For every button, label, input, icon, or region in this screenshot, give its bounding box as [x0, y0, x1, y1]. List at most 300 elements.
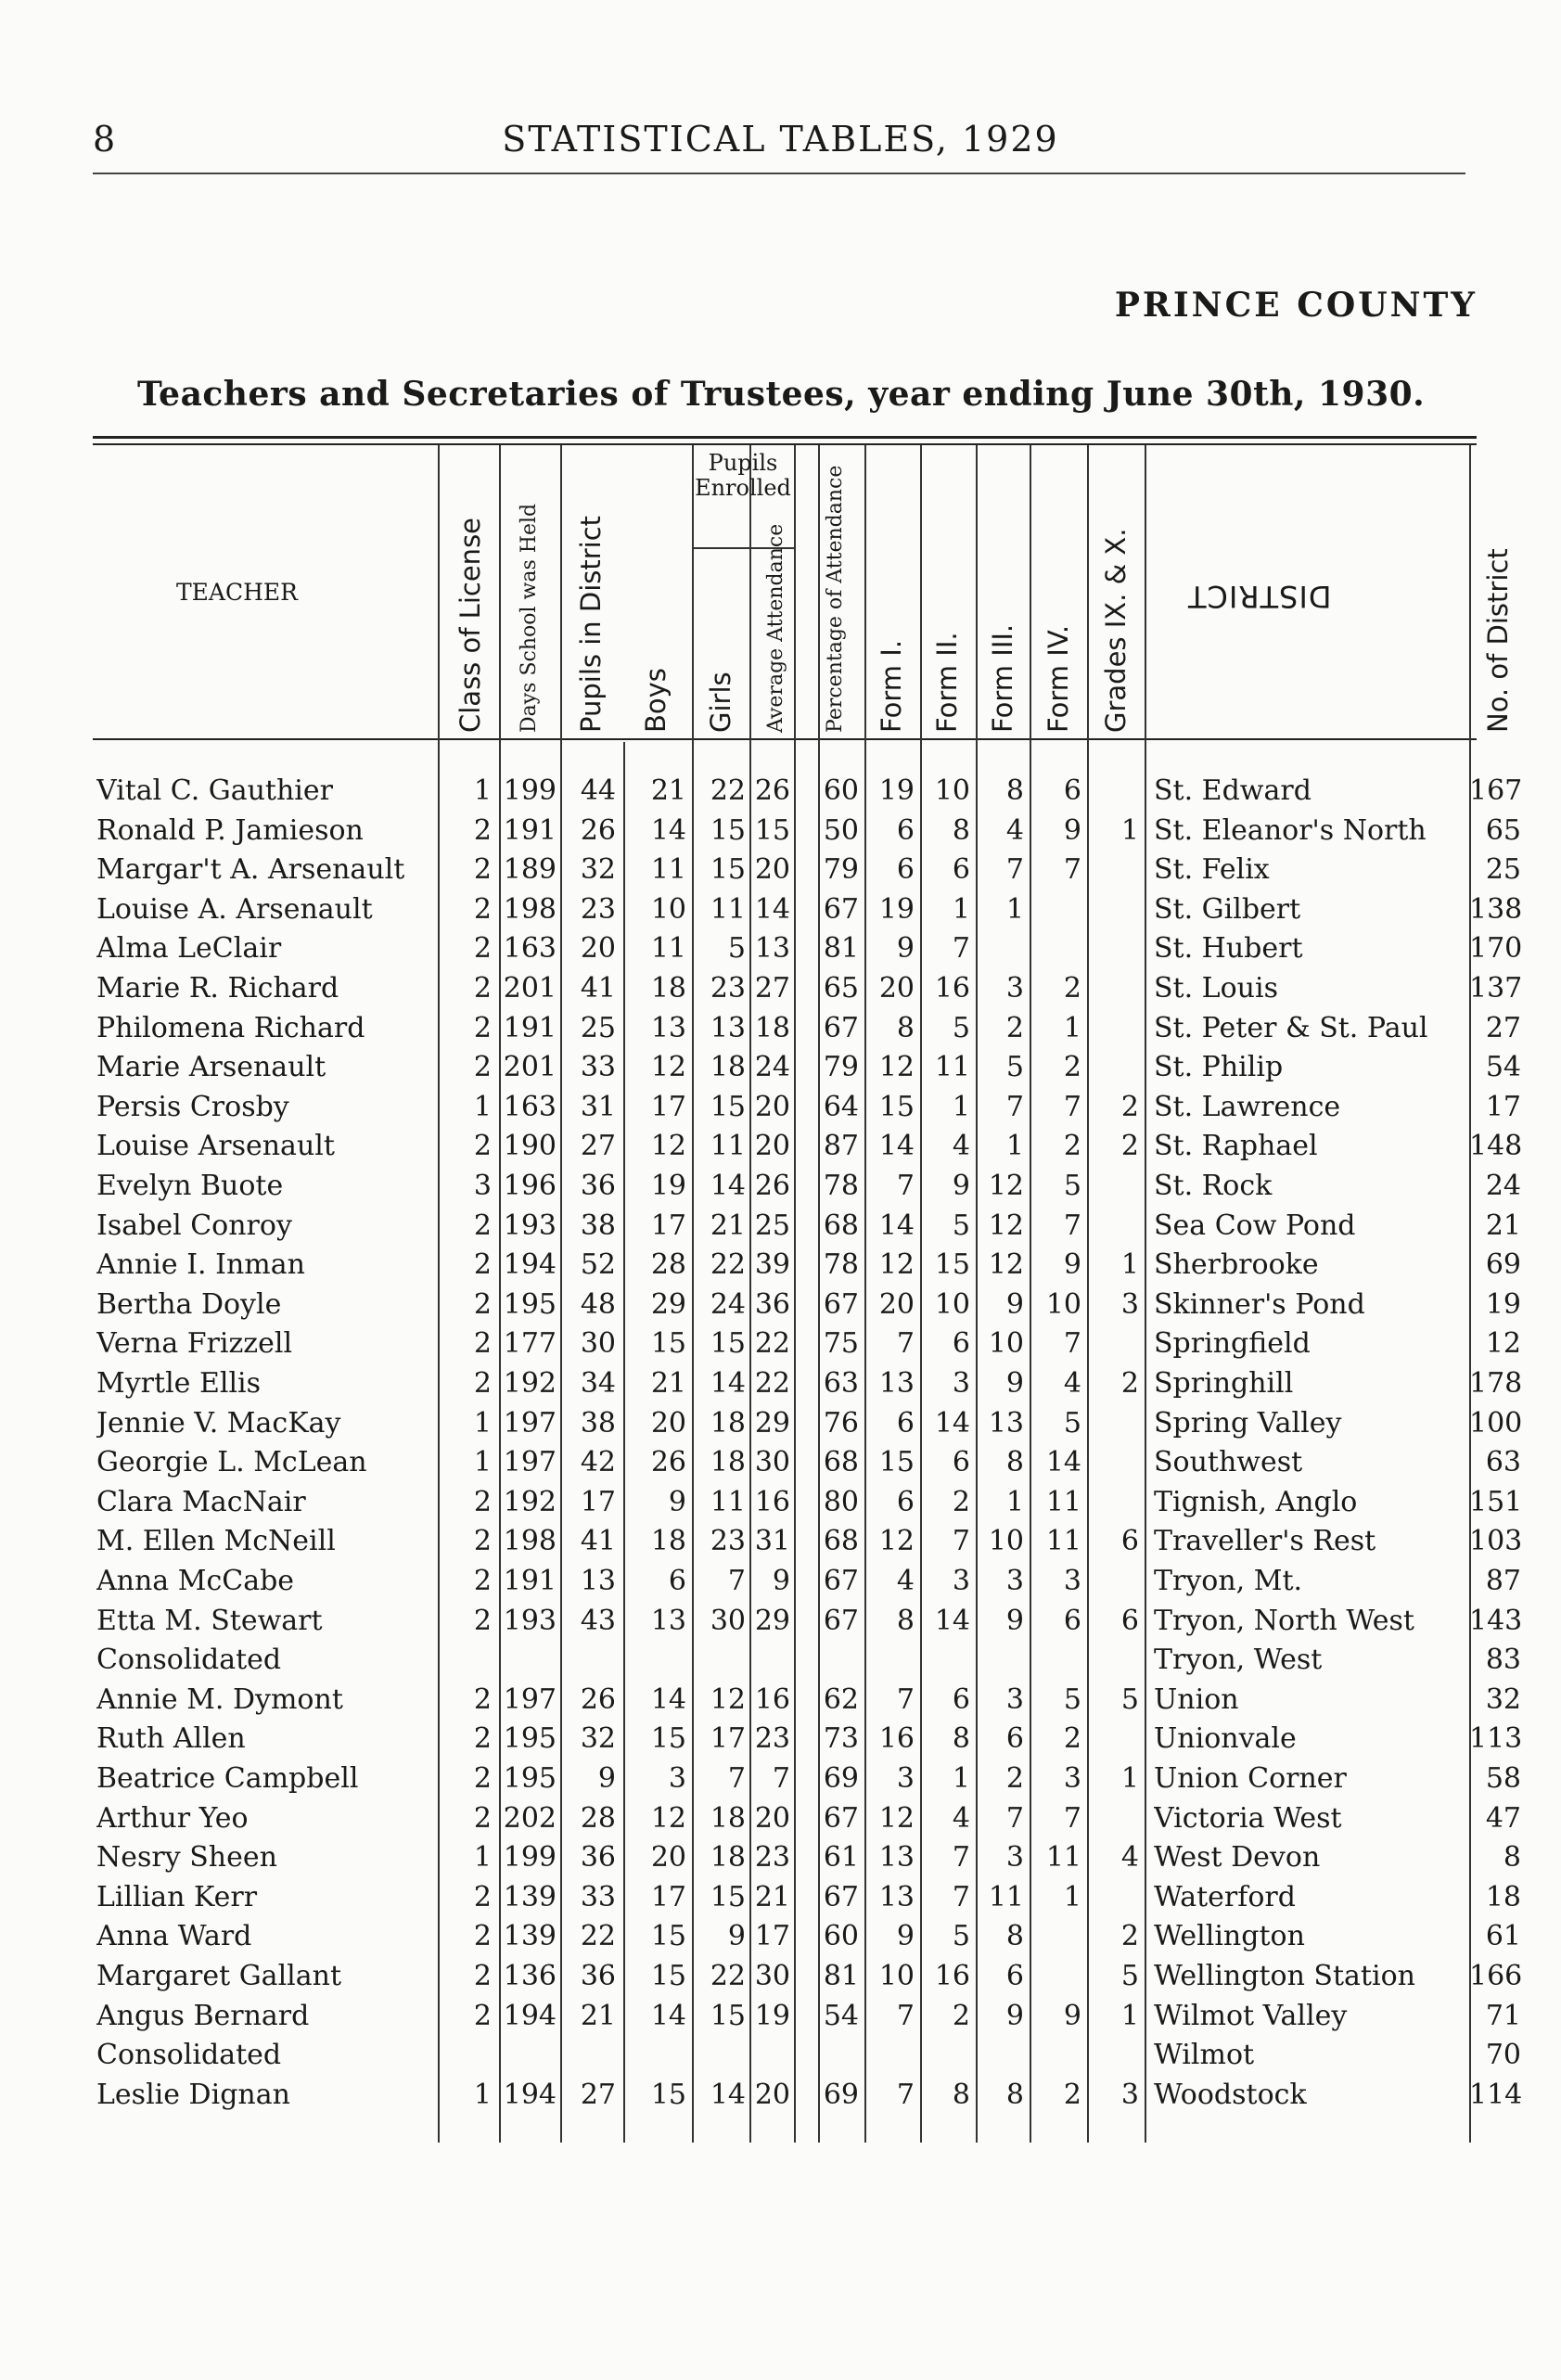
- teacher-name: Marie Arsenault: [96, 1051, 326, 1084]
- cell-girls: 23: [710, 972, 746, 1004]
- cell-girls: 22: [710, 774, 746, 807]
- cell-f3: 8: [1005, 1920, 1024, 1953]
- cell-girls: 5: [727, 932, 746, 966]
- cell-f1: 13: [878, 1367, 915, 1400]
- cell-f1: 10: [878, 1960, 915, 1992]
- cell-f3: 5: [1005, 1051, 1024, 1084]
- table-row: [0, 2076, 1561, 2115]
- table-row: [0, 772, 1561, 811]
- cell-girls: 23: [710, 1525, 746, 1558]
- teacher-name: Bertha Doyle: [96, 1287, 282, 1321]
- cell-f1: 14: [878, 1209, 915, 1242]
- cell-no: 54: [1485, 1051, 1521, 1084]
- district-name: Springhill: [1154, 1367, 1294, 1400]
- cell-boys: 21: [650, 774, 686, 807]
- cell-g: 6: [1120, 1525, 1139, 1558]
- cell-g: 1: [1120, 1762, 1139, 1795]
- cell-girls: 24: [710, 1287, 746, 1321]
- cell-cls: 2: [473, 1801, 492, 1835]
- table-row: [0, 1286, 1561, 1324]
- table-top-rule: [93, 436, 1477, 439]
- cell-f2: 14: [934, 1604, 970, 1637]
- class-of-license-header: Class of License: [454, 517, 486, 733]
- district-name: St. Peter & St. Paul: [1154, 1011, 1428, 1044]
- cell-f4: 9: [1063, 813, 1081, 847]
- cell-boys: 18: [650, 1525, 686, 1558]
- table-row: [0, 1562, 1561, 1601]
- cell-girls: 18: [710, 1841, 746, 1875]
- cell-avg: 19: [754, 1999, 790, 2032]
- cell-f2: 9: [952, 1170, 970, 1202]
- table-row: [0, 1878, 1561, 1917]
- district-name: Sherbrooke: [1154, 1248, 1319, 1282]
- cell-f3: 12: [988, 1170, 1024, 1202]
- district-name: Sea Cow Pond: [1154, 1209, 1356, 1242]
- cell-no: 24: [1485, 1170, 1521, 1202]
- table-row: [0, 969, 1561, 1008]
- cell-days: 199: [503, 1841, 557, 1875]
- table-row: [0, 812, 1561, 851]
- district-name: St. Philip: [1154, 1051, 1284, 1084]
- teacher-name: Vital C. Gauthier: [96, 774, 333, 807]
- cell-cls: 2: [473, 892, 492, 926]
- cell-girls: 15: [710, 813, 746, 847]
- cell-f2: 4: [952, 1801, 970, 1835]
- cell-no: 58: [1485, 1762, 1521, 1795]
- cell-girls: 21: [710, 1209, 746, 1242]
- cell-avg: 20: [754, 1801, 790, 1835]
- cell-pct: 79: [823, 853, 859, 887]
- teacher-name: Clara MacNair: [96, 1485, 306, 1518]
- cell-f4: 7: [1063, 1209, 1081, 1242]
- cell-boys: 15: [650, 1960, 686, 1992]
- grades-header: Grades IX. & X.: [1100, 528, 1132, 733]
- cell-f2: 10: [934, 774, 970, 807]
- cell-avg: 26: [754, 1170, 790, 1202]
- cell-f3: 13: [988, 1406, 1024, 1440]
- table-row: [0, 1957, 1561, 1996]
- average-attendance-header: Average Attendance: [764, 523, 787, 733]
- cell-pupils: 38: [580, 1406, 616, 1440]
- teacher-name: Evelyn Buote: [96, 1170, 284, 1202]
- cell-boys: 6: [668, 1565, 686, 1597]
- cell-f1: 4: [896, 1565, 915, 1597]
- cell-boys: 15: [650, 1722, 686, 1756]
- cell-g: 2: [1120, 1920, 1139, 1953]
- cell-boys: 14: [650, 813, 686, 847]
- cell-f4: 2: [1063, 1722, 1081, 1756]
- cell-girls: 9: [727, 1920, 746, 1953]
- cell-pct: 67: [823, 1801, 859, 1835]
- cell-f3: 3: [1005, 1841, 1024, 1875]
- cell-no: 25: [1485, 853, 1521, 887]
- cell-no: 71: [1485, 1999, 1521, 2032]
- cell-pupils: 25: [580, 1011, 616, 1044]
- teacher-name: Consolidated: [96, 2039, 282, 2072]
- table-row: [0, 1522, 1561, 1561]
- teacher-name: Nesry Sheen: [96, 1841, 277, 1875]
- cell-no: 83: [1485, 1644, 1521, 1677]
- cell-avg: 9: [772, 1565, 790, 1597]
- cell-pct: 68: [823, 1446, 859, 1479]
- district-name: West Devon: [1154, 1841, 1321, 1875]
- cell-f4: 9: [1063, 1248, 1081, 1282]
- cell-girls: 15: [710, 1880, 746, 1913]
- teacher-name: Louise A. Arsenault: [96, 892, 373, 926]
- cell-f3: 2: [1005, 1011, 1024, 1044]
- cell-f4: 4: [1063, 1367, 1081, 1400]
- cell-girls: 22: [710, 1248, 746, 1282]
- table-row: [0, 851, 1561, 889]
- cell-girls: 18: [710, 1801, 746, 1835]
- cell-g: 5: [1120, 1960, 1139, 1992]
- cell-girls: 15: [710, 1090, 746, 1123]
- teacher-header: TEACHER: [176, 579, 298, 606]
- cell-no: 137: [1469, 972, 1523, 1004]
- cell-pct: 68: [823, 1209, 859, 1242]
- cell-f3: 7: [1005, 853, 1024, 887]
- cell-no: 65: [1485, 813, 1521, 847]
- cell-pupils: 13: [580, 1565, 616, 1597]
- table-row: [0, 1917, 1561, 1956]
- cell-cls: 2: [473, 1367, 492, 1400]
- cell-pupils: 34: [580, 1367, 616, 1400]
- cell-f2: 2: [952, 1485, 970, 1518]
- cell-cls: 3: [473, 1170, 492, 1202]
- cell-days: 195: [503, 1762, 557, 1795]
- cell-f4: 6: [1063, 1604, 1081, 1637]
- form-2-header: Form II.: [931, 632, 963, 733]
- cell-days: 192: [503, 1367, 557, 1400]
- cell-boys: 3: [668, 1762, 686, 1795]
- teacher-name: Consolidated: [96, 1644, 282, 1677]
- cell-avg: 22: [754, 1367, 790, 1400]
- cell-boys: 13: [650, 1604, 686, 1637]
- cell-days: 191: [503, 813, 557, 847]
- cell-pct: 67: [823, 1565, 859, 1597]
- teacher-name: Myrtle Ellis: [96, 1367, 262, 1400]
- cell-boys: 13: [650, 1011, 686, 1044]
- cell-cls: 2: [473, 853, 492, 887]
- cell-days: 193: [503, 1604, 557, 1637]
- cell-girls: 12: [710, 1683, 746, 1716]
- cell-girls: 15: [710, 853, 746, 887]
- cell-f1: 7: [896, 1683, 915, 1716]
- cell-avg: 18: [754, 1011, 790, 1044]
- cell-f2: 10: [934, 1287, 970, 1321]
- district-header: DISTRICT: [1187, 579, 1332, 614]
- cell-f2: 8: [952, 1722, 970, 1756]
- cell-days: 197: [503, 1446, 557, 1479]
- cell-days: 163: [503, 1090, 557, 1123]
- cell-girls: 15: [710, 1999, 746, 2032]
- teacher-name: Persis Crosby: [96, 1090, 289, 1123]
- cell-pupils: 27: [580, 2078, 616, 2111]
- cell-no: 61: [1485, 1920, 1521, 1953]
- district-name: Wilmot: [1154, 2039, 1255, 2072]
- cell-pupils: 33: [580, 1880, 616, 1913]
- district-name: Tryon, West: [1154, 1644, 1323, 1677]
- teacher-name: Lillian Kerr: [96, 1880, 258, 1913]
- cell-days: 139: [503, 1880, 557, 1913]
- cell-days: 191: [503, 1565, 557, 1597]
- running-title: STATISTICAL TABLES, 1929: [502, 119, 1059, 160]
- cell-pct: 67: [823, 892, 859, 926]
- district-name: Victoria West: [1154, 1801, 1342, 1835]
- cell-pupils: 32: [580, 1722, 616, 1756]
- cell-cls: 2: [473, 1880, 492, 1913]
- cell-days: 198: [503, 892, 557, 926]
- cell-days: 193: [503, 1209, 557, 1242]
- cell-boys: 14: [650, 1999, 686, 2032]
- cell-pct: 67: [823, 1287, 859, 1321]
- cell-no: 100: [1469, 1406, 1523, 1440]
- cell-days: 139: [503, 1920, 557, 1953]
- table-row: [0, 1009, 1561, 1048]
- district-name: Wilmot Valley: [1154, 1999, 1348, 2032]
- cell-f4: 3: [1063, 1762, 1081, 1795]
- cell-f1: 16: [878, 1722, 915, 1756]
- cell-boys: 11: [650, 932, 686, 966]
- cell-f4: 7: [1063, 1327, 1081, 1361]
- cell-days: 201: [503, 1051, 557, 1084]
- district-name: Tryon, North West: [1154, 1604, 1414, 1637]
- cell-no: 103: [1469, 1525, 1523, 1558]
- cell-avg: 20: [754, 1130, 790, 1163]
- cell-f1: 12: [878, 1801, 915, 1835]
- cell-g: 1: [1120, 1248, 1139, 1282]
- form-1-header: Form I.: [876, 639, 907, 733]
- cell-no: 138: [1469, 892, 1523, 926]
- cell-no: 178: [1469, 1367, 1523, 1400]
- cell-avg: 27: [754, 972, 790, 1004]
- cell-f1: 6: [896, 1485, 915, 1518]
- cell-f4: 7: [1063, 1801, 1081, 1835]
- cell-f4: 2: [1063, 972, 1081, 1004]
- cell-f3: 1: [1005, 1485, 1024, 1518]
- cell-avg: 20: [754, 1090, 790, 1123]
- cell-f4: 11: [1045, 1841, 1081, 1875]
- district-name: Union: [1154, 1683, 1239, 1716]
- cell-f1: 6: [896, 1406, 915, 1440]
- cell-no: 114: [1469, 2078, 1523, 2111]
- cell-pupils: 30: [580, 1327, 616, 1361]
- cell-girls: 11: [710, 1130, 746, 1163]
- district-name: Unionvale: [1154, 1722, 1297, 1756]
- cell-days: 195: [503, 1722, 557, 1756]
- cell-f4: 11: [1045, 1485, 1081, 1518]
- cell-no: 18: [1485, 1880, 1521, 1913]
- teacher-name: Arthur Yeo: [96, 1801, 249, 1835]
- cell-f1: 13: [878, 1880, 915, 1913]
- cell-f3: 8: [1005, 1446, 1024, 1479]
- cell-f2: 4: [952, 1130, 970, 1163]
- table-row: [0, 1641, 1561, 1680]
- cell-pct: 69: [823, 2078, 859, 2111]
- cell-avg: 26: [754, 774, 790, 807]
- cell-pct: 78: [823, 1170, 859, 1202]
- cell-f2: 6: [952, 1327, 970, 1361]
- cell-pupils: 36: [580, 1841, 616, 1875]
- cell-pupils: 26: [580, 1683, 616, 1716]
- cell-days: 189: [503, 853, 557, 887]
- cell-avg: 22: [754, 1327, 790, 1361]
- cell-pct: 68: [823, 1525, 859, 1558]
- cell-pupils: 21: [580, 1999, 616, 2032]
- cell-f4: 7: [1063, 1090, 1081, 1123]
- teacher-name: Margaret Gallant: [96, 1960, 342, 1992]
- cell-f4: 1: [1063, 1011, 1081, 1044]
- cell-no: 32: [1485, 1683, 1521, 1716]
- cell-cls: 2: [473, 1565, 492, 1597]
- cell-f2: 16: [934, 972, 970, 1004]
- cell-boys: 18: [650, 972, 686, 1004]
- cell-f1: 6: [896, 813, 915, 847]
- cell-g: 4: [1120, 1841, 1139, 1875]
- table-row: [0, 1838, 1561, 1877]
- cell-avg: 30: [754, 1960, 790, 1992]
- cell-cls: 1: [473, 774, 492, 807]
- cell-boys: 20: [650, 1406, 686, 1440]
- cell-g: 1: [1120, 1999, 1139, 2032]
- cell-avg: 20: [754, 2078, 790, 2111]
- district-name: Union Corner: [1154, 1762, 1347, 1795]
- cell-no: 170: [1469, 932, 1523, 966]
- district-name: St. Eleanor's North: [1154, 813, 1427, 847]
- cell-pupils: 43: [580, 1604, 616, 1637]
- cell-pct: 60: [823, 774, 859, 807]
- cell-pct: 73: [823, 1722, 859, 1756]
- cell-f3: 1: [1005, 1130, 1024, 1163]
- cell-pupils: 44: [580, 774, 616, 807]
- teacher-name: Philomena Richard: [96, 1011, 365, 1044]
- cell-days: 196: [503, 1170, 557, 1202]
- cell-days: 194: [503, 2078, 557, 2111]
- cell-girls: 11: [710, 892, 746, 926]
- cell-f1: 7: [896, 2078, 915, 2111]
- cell-no: 17: [1485, 1090, 1521, 1123]
- cell-pupils: 41: [580, 1525, 616, 1558]
- cell-f1: 12: [878, 1051, 915, 1084]
- cell-cls: 2: [473, 1130, 492, 1163]
- cell-f3: 6: [1005, 1960, 1024, 1992]
- cell-f2: 6: [952, 1446, 970, 1479]
- cell-f3: 3: [1005, 972, 1024, 1004]
- percentage-attendance-header: Percentage of Attendance: [824, 465, 847, 733]
- cell-f2: 1: [952, 1762, 970, 1795]
- cell-f2: 3: [952, 1367, 970, 1400]
- pupils-enrolled-header: Pupils Enrolled: [695, 450, 791, 501]
- boys-header: Boys: [640, 668, 672, 733]
- cell-no: 113: [1469, 1722, 1523, 1756]
- table-row: [0, 1207, 1561, 1246]
- cell-days: 192: [503, 1485, 557, 1518]
- cell-pct: 61: [823, 1841, 859, 1875]
- cell-boys: 21: [650, 1367, 686, 1400]
- cell-boys: 17: [650, 1209, 686, 1242]
- teacher-name: Annie I. Inman: [96, 1248, 305, 1282]
- teacher-name: Jennie V. MacKay: [96, 1406, 341, 1440]
- district-name: St. Louis: [1154, 972, 1278, 1004]
- district-name: St. Raphael: [1154, 1130, 1318, 1163]
- cell-pct: 67: [823, 1011, 859, 1044]
- cell-f1: 12: [878, 1248, 915, 1282]
- table-row: [0, 929, 1561, 968]
- cell-f2: 6: [952, 1683, 970, 1716]
- district-name: Springfield: [1154, 1327, 1311, 1361]
- cell-pupils: 23: [580, 892, 616, 926]
- cell-cls: 2: [473, 1051, 492, 1084]
- teacher-name: Louise Arsenault: [96, 1130, 335, 1163]
- cell-avg: 29: [754, 1604, 790, 1637]
- cell-f1: 15: [878, 1090, 915, 1123]
- cell-girls: 13: [710, 1011, 746, 1044]
- cell-days: 136: [503, 1960, 557, 1992]
- cell-girls: 7: [727, 1565, 746, 1597]
- cell-boys: 12: [650, 1801, 686, 1835]
- cell-no: 87: [1485, 1565, 1521, 1597]
- cell-boys: 17: [650, 1880, 686, 1913]
- cell-f1: 14: [878, 1130, 915, 1163]
- cell-f3: 1: [1005, 892, 1024, 926]
- cell-days: 194: [503, 1248, 557, 1282]
- cell-f1: 7: [896, 1327, 915, 1361]
- cell-f4: 11: [1045, 1525, 1081, 1558]
- cell-girls: 17: [710, 1722, 746, 1756]
- cell-pct: 64: [823, 1090, 859, 1123]
- cell-cls: 2: [473, 1327, 492, 1361]
- cell-f2: 11: [934, 1051, 970, 1084]
- page-number: 8: [93, 119, 116, 160]
- teacher-name: Marie R. Richard: [96, 972, 339, 1004]
- cell-cls: 2: [473, 932, 492, 966]
- teacher-name: M. Ellen McNeill: [96, 1525, 336, 1558]
- cell-pupils: 42: [580, 1446, 616, 1479]
- cell-f3: 3: [1005, 1565, 1024, 1597]
- cell-f3: 9: [1005, 1999, 1024, 2032]
- no-of-district-header: No. of District: [1482, 548, 1514, 733]
- cell-avg: 16: [754, 1485, 790, 1518]
- cell-f3: 11: [988, 1880, 1024, 1913]
- cell-f1: 9: [896, 932, 915, 966]
- cell-no: 166: [1469, 1960, 1523, 1992]
- cell-girls: 18: [710, 1406, 746, 1440]
- cell-f2: 1: [952, 1090, 970, 1123]
- cell-g: 2: [1120, 1367, 1139, 1400]
- cell-pct: 54: [823, 1999, 859, 2032]
- cell-f1: 20: [878, 972, 915, 1004]
- cell-pupils: 41: [580, 972, 616, 1004]
- cell-no: 12: [1485, 1327, 1521, 1361]
- cell-pupils: 20: [580, 932, 616, 966]
- cell-boys: 12: [650, 1051, 686, 1084]
- cell-girls: 18: [710, 1446, 746, 1479]
- cell-f3: 12: [988, 1209, 1024, 1242]
- cell-f2: 2: [952, 1999, 970, 2032]
- cell-f3: 10: [988, 1525, 1024, 1558]
- cell-days: 201: [503, 972, 557, 1004]
- cell-avg: 24: [754, 1051, 790, 1084]
- district-name: St. Lawrence: [1154, 1090, 1341, 1123]
- cell-days: 163: [503, 932, 557, 966]
- cell-pct: 78: [823, 1248, 859, 1282]
- cell-no: 143: [1469, 1604, 1523, 1637]
- cell-cls: 2: [473, 1287, 492, 1321]
- district-name: St. Hubert: [1154, 932, 1303, 966]
- district-name: St. Felix: [1154, 853, 1270, 887]
- table-row: [0, 1720, 1561, 1759]
- cell-cls: 1: [473, 1090, 492, 1123]
